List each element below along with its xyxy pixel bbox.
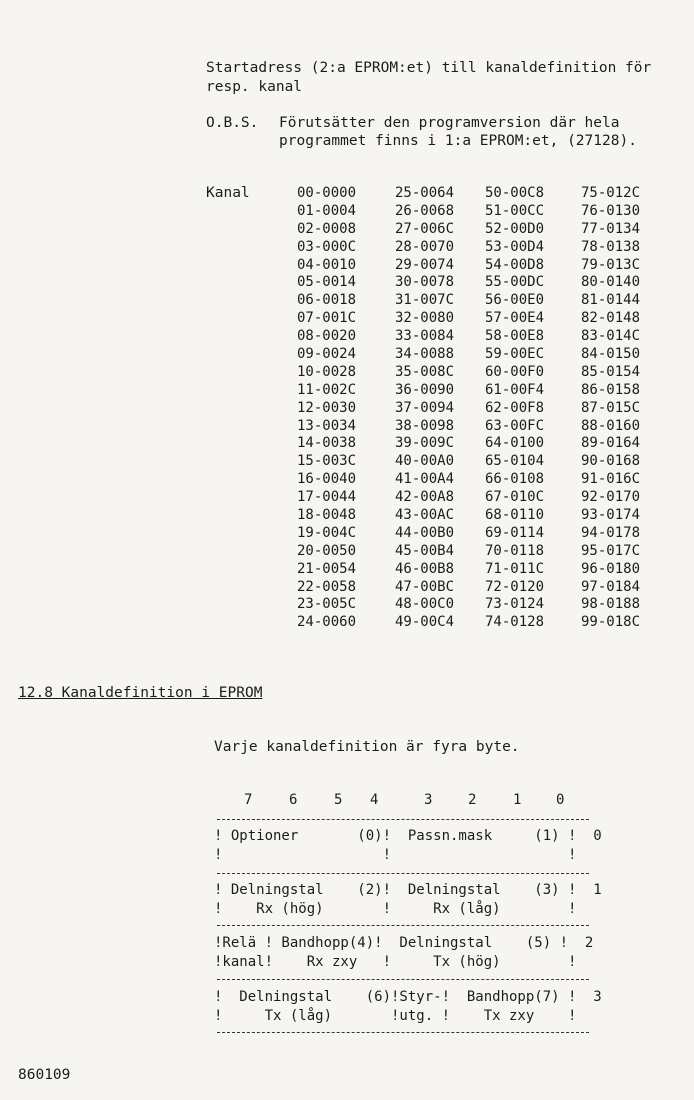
kanal-address-entry: 90-0168 xyxy=(581,453,641,470)
kanal-address-entry: 66-0108 xyxy=(485,471,545,488)
kanal-address-entry: 47-00BC xyxy=(395,578,455,595)
kanal-column-4 xyxy=(581,185,640,632)
kanal-address-entry: 50-00C8 xyxy=(485,185,545,201)
kanal-address-entry: 98-0188 xyxy=(581,596,641,613)
kanal-address-entry: 84-0150 xyxy=(581,346,641,363)
intro-line-2: resp. kanal xyxy=(206,79,303,95)
bit-number: 0 xyxy=(556,792,565,808)
section-subtitle: Varje kanaldefinition är fyra byte. xyxy=(214,739,520,755)
kanal-address-entry: 26-0068 xyxy=(395,202,455,219)
kanal-address-entry: 91-016C xyxy=(581,471,641,488)
kanal-address-entry: 45-00B4 xyxy=(395,542,455,559)
kanal-address-entry: 15-003C xyxy=(297,453,357,470)
kanal-address-entry: 77-0134 xyxy=(581,220,641,237)
kanal-address-entry: 87-015C xyxy=(581,399,641,416)
bit-number: 3 xyxy=(424,792,433,808)
kanal-address-entry: 11-002C xyxy=(297,381,357,398)
kanal-address-entry: 75-012C xyxy=(581,185,641,201)
kanal-address-entry: 59-00EC xyxy=(485,346,545,363)
kanal-address-entry: 57-00E4 xyxy=(485,310,545,327)
kanal-address-entry: 12-0030 xyxy=(297,399,357,416)
divider xyxy=(217,979,589,980)
kanal-address-entry: 27-006C xyxy=(395,220,455,237)
kanal-address-entry: 95-017C xyxy=(581,542,641,559)
kanal-address-entry: 18-0048 xyxy=(297,507,357,524)
obs-line-2: programmet finns i 1:a EPROM:et, (27128). xyxy=(279,133,637,149)
kanal-address-entry: 16-0040 xyxy=(297,471,357,488)
kanal-address-entry: 81-0144 xyxy=(581,292,641,309)
kanal-address-entry: 54-00D8 xyxy=(485,256,545,273)
kanal-address-entry: 07-001C xyxy=(297,310,357,327)
kanal-address-entry: 04-0010 xyxy=(297,256,357,273)
kanal-address-entry: 85-0154 xyxy=(581,363,641,380)
kanal-address-entry: 37-0094 xyxy=(395,399,455,416)
kanal-address-entry: 76-0130 xyxy=(581,202,641,219)
kanal-address-entry: 44-00B0 xyxy=(395,524,455,541)
kanal-address-entry: 05-0014 xyxy=(297,274,357,291)
kanal-address-entry: 36-0090 xyxy=(395,381,455,398)
kanal-address-entry: 51-00CC xyxy=(485,202,545,219)
kanal-address-entry: 67-010C xyxy=(485,489,545,506)
kanal-address-entry: 14-0038 xyxy=(297,435,357,452)
kanal-address-entry: 19-004C xyxy=(297,524,357,541)
kanal-address-entry: 96-0180 xyxy=(581,560,641,577)
kanal-address-entry: 30-0078 xyxy=(395,274,455,291)
kanal-address-entry: 58-00E8 xyxy=(485,328,545,345)
kanal-address-entry: 02-0008 xyxy=(297,220,357,237)
kanal-address-entry: 60-00F0 xyxy=(485,363,545,380)
diagram-row-line: !kanal! Rx zxy ! Tx (hög) ! xyxy=(214,954,577,970)
divider xyxy=(217,925,589,926)
kanal-address-entry: 08-0020 xyxy=(297,328,357,345)
kanal-address-entry: 70-0118 xyxy=(485,542,545,559)
footer-code: 860109 xyxy=(18,1067,71,1083)
kanal-address-entry: 79-013C xyxy=(581,256,641,273)
kanal-address-entry: 62-00F8 xyxy=(485,399,545,416)
kanal-address-entry: 24-0060 xyxy=(297,614,357,631)
kanal-address-entry: 01-0004 xyxy=(297,202,357,219)
kanal-address-entry: 33-0084 xyxy=(395,328,455,345)
kanal-column-1 xyxy=(297,185,356,632)
intro-line-1: Startadress (2:a EPROM:et) till kanaldefinition för xyxy=(206,60,652,76)
kanal-address-entry: 29-0074 xyxy=(395,256,455,273)
diagram-row-line: ! Delningstal (2)! Delningstal (3) ! 1 xyxy=(214,882,602,898)
section-heading: 12.8 Kanaldefinition i EPROM xyxy=(18,685,263,701)
kanal-address-entry: 89-0164 xyxy=(581,435,641,452)
kanal-address-entry: 99-018C xyxy=(581,614,641,631)
kanal-address-entry: 48-00C0 xyxy=(395,596,455,613)
kanal-address-entry: 13-0034 xyxy=(297,417,357,434)
kanal-address-entry: 64-0100 xyxy=(485,435,545,452)
kanal-address-entry: 28-0070 xyxy=(395,238,455,255)
obs-line-1: Förutsätter den programversion där hela xyxy=(279,115,620,131)
kanal-address-entry: 73-0124 xyxy=(485,596,545,613)
kanal-address-entry: 20-0050 xyxy=(297,542,357,559)
divider xyxy=(217,873,589,874)
kanal-address-entry: 72-0120 xyxy=(485,578,545,595)
kanal-address-entry: 56-00E0 xyxy=(485,292,545,309)
kanal-address-entry: 34-0088 xyxy=(395,346,455,363)
kanal-address-entry: 22-0058 xyxy=(297,578,357,595)
kanal-address-entry: 25-0064 xyxy=(395,185,455,201)
kanal-address-entry: 00-0000 xyxy=(297,185,357,201)
kanal-column-3 xyxy=(485,185,544,632)
kanal-address-entry: 17-0044 xyxy=(297,489,357,506)
kanal-address-entry: 69-0114 xyxy=(485,524,545,541)
bit-number: 4 xyxy=(370,792,379,808)
kanal-address-entry: 43-00AC xyxy=(395,507,455,524)
kanal-address-entry: 03-000C xyxy=(297,238,357,255)
kanal-address-entry: 49-00C4 xyxy=(395,614,455,631)
diagram-row-line: ! Optioner (0)! Passn.mask (1) ! 0 xyxy=(214,828,602,844)
bit-number: 5 xyxy=(334,792,343,808)
bit-number: 2 xyxy=(468,792,477,808)
kanal-address-entry: 53-00D4 xyxy=(485,238,545,255)
kanal-address-entry: 61-00F4 xyxy=(485,381,545,398)
kanal-address-entry: 68-0110 xyxy=(485,507,545,524)
kanal-address-entry: 06-0018 xyxy=(297,292,357,309)
obs-label: O.B.S. xyxy=(206,115,259,131)
kanal-address-entry: 93-0174 xyxy=(581,507,641,524)
kanal-address-entry: 80-0140 xyxy=(581,274,641,291)
kanal-address-entry: 65-0104 xyxy=(485,453,545,470)
kanal-address-entry: 32-0080 xyxy=(395,310,455,327)
diagram-row-line: !Relä ! Bandhopp(4)! Delningstal (5) ! 2 xyxy=(214,935,594,951)
kanal-label: Kanal xyxy=(206,185,250,201)
bit-number: 7 xyxy=(244,792,253,808)
kanal-address-entry: 10-0028 xyxy=(297,363,357,380)
bit-number: 1 xyxy=(513,792,522,808)
divider xyxy=(217,1032,589,1033)
kanal-address-entry: 42-00A8 xyxy=(395,489,455,506)
kanal-address-entry: 55-00DC xyxy=(485,274,545,291)
kanal-address-entry: 23-005C xyxy=(297,596,357,613)
kanal-address-entry: 71-011C xyxy=(485,560,545,577)
kanal-address-entry: 74-0128 xyxy=(485,614,545,631)
diagram-row-line: ! Delningstal (6)!Styr-! Bandhopp(7) ! 3 xyxy=(214,989,602,1005)
kanal-column-2 xyxy=(395,185,454,632)
kanal-address-entry: 31-007C xyxy=(395,292,455,309)
kanal-address-entry: 46-00B8 xyxy=(395,560,455,577)
kanal-address-entry: 97-0184 xyxy=(581,578,641,595)
kanal-address-entry: 78-0138 xyxy=(581,238,641,255)
kanal-address-entry: 21-0054 xyxy=(297,560,357,577)
diagram-row-line: ! ! ! xyxy=(214,847,577,863)
diagram-row-line: ! Tx (låg) !utg. ! Tx zxy ! xyxy=(214,1008,577,1024)
kanal-address-entry: 41-00A4 xyxy=(395,471,455,488)
bit-number: 6 xyxy=(289,792,298,808)
kanal-address-entry: 38-0098 xyxy=(395,417,455,434)
kanal-address-entry: 63-00FC xyxy=(485,417,545,434)
kanal-address-entry: 52-00D0 xyxy=(485,220,545,237)
kanal-address-entry: 92-0170 xyxy=(581,489,641,506)
kanal-address-entry: 40-00A0 xyxy=(395,453,455,470)
kanal-address-entry: 88-0160 xyxy=(581,417,641,434)
kanal-address-entry: 83-014C xyxy=(581,328,641,345)
kanal-address-entry: 86-0158 xyxy=(581,381,641,398)
kanal-address-entry: 39-009C xyxy=(395,435,455,452)
kanal-address-entry: 09-0024 xyxy=(297,346,357,363)
kanal-address-entry: 35-008C xyxy=(395,363,455,380)
kanal-address-entry: 94-0178 xyxy=(581,524,641,541)
divider xyxy=(217,819,589,820)
diagram-row-line: ! Rx (hög) ! Rx (låg) ! xyxy=(214,901,577,917)
kanal-address-entry: 82-0148 xyxy=(581,310,641,327)
